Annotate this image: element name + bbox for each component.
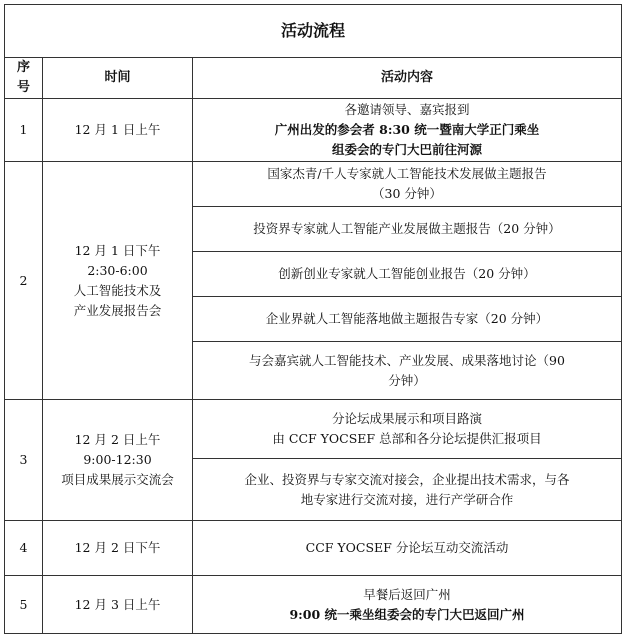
content-line: 分论坛成果展示和项目路演 xyxy=(331,411,482,426)
row-time xyxy=(43,400,193,521)
activity-content xyxy=(193,521,622,576)
activity-content xyxy=(193,162,622,207)
header-seq: 序号 xyxy=(5,58,43,99)
activity-content xyxy=(193,459,622,521)
row-time xyxy=(43,521,193,576)
content-line: 地专家进行交流对接，进行产学研合作 xyxy=(300,491,514,507)
row-time xyxy=(43,162,193,400)
table-row xyxy=(5,162,622,207)
time-line: 2:30-6:00 xyxy=(87,262,148,278)
time-line: 人工智能技术及 xyxy=(73,282,162,298)
table-title: 活动流程 xyxy=(5,5,622,58)
content-line: 早餐后返回广州 xyxy=(363,586,451,602)
content-line: 由 CCF YOCSEF 总部和各分论坛提供汇报项目 xyxy=(272,431,542,446)
activity-content xyxy=(193,99,622,162)
activity-content xyxy=(193,342,622,400)
activity-content xyxy=(193,297,622,342)
activity-schedule-table xyxy=(4,4,622,634)
table-row xyxy=(5,99,622,162)
time-line: 项目成果展示交流会 xyxy=(61,472,174,487)
activity-content xyxy=(193,400,622,459)
time-line: 9:00-12:30 xyxy=(83,452,152,467)
content-line: 创新创业专家就人工智能创业报告（20 分钟） xyxy=(278,266,536,281)
content-line: 企业界就人工智能落地做主题报告专家（20 分钟） xyxy=(265,311,549,326)
time-line: 12 月 1 日下午 xyxy=(74,242,161,258)
time-line: 产业发展报告会 xyxy=(73,302,162,318)
content-line-bold: 广州出发的参会者 8:30 统一暨南大学正门乘坐 xyxy=(274,122,540,137)
time-line: 12 月 1 日上午 xyxy=(74,122,161,137)
content-line: CCF YOCSEF 分论坛互动交流活动 xyxy=(305,540,509,555)
row-seq: 5 xyxy=(5,576,43,634)
table-row xyxy=(5,576,622,634)
activity-content xyxy=(193,207,622,252)
row-seq: 3 xyxy=(5,400,43,521)
row-seq: 2 xyxy=(5,162,43,400)
activity-content xyxy=(193,252,622,297)
content-line-bold: 组委会的专门大巴前往河源 xyxy=(331,142,482,157)
content-line: 企业、投资界与专家交流对接会，企业提出技术需求，与各 xyxy=(244,471,570,487)
content-line: 国家杰青/千人专家就人工智能技术发展做主题报告 xyxy=(267,166,547,181)
row-time xyxy=(43,99,193,162)
table-row xyxy=(5,400,622,459)
time-line: 12 月 2 日下午 xyxy=(74,540,161,555)
header-row xyxy=(5,58,622,99)
activity-content xyxy=(193,576,622,634)
row-seq: 4 xyxy=(5,521,43,576)
content-line: 各邀请领导、嘉宾报到 xyxy=(344,102,470,117)
content-line-bold: 9:00 统一乘坐组委会的专门大巴返回广州 xyxy=(289,606,525,622)
content-line: 投资界专家就人工智能产业发展做主题报告（20 分钟） xyxy=(253,221,561,236)
row-seq: 1 xyxy=(5,99,43,162)
header-time: 时间 xyxy=(43,58,193,99)
time-line: 12 月 3 日上午 xyxy=(74,596,161,612)
row-time xyxy=(43,576,193,634)
header-content: 活动内容 xyxy=(193,58,622,99)
table-row xyxy=(5,521,622,576)
content-line: （30 分钟） xyxy=(372,186,442,201)
content-line: 分钟） xyxy=(388,372,426,388)
content-line: 与会嘉宾就人工智能技术、产业发展、成果落地讨论（90 xyxy=(249,352,565,368)
time-line: 12 月 2 日上午 xyxy=(74,432,161,447)
